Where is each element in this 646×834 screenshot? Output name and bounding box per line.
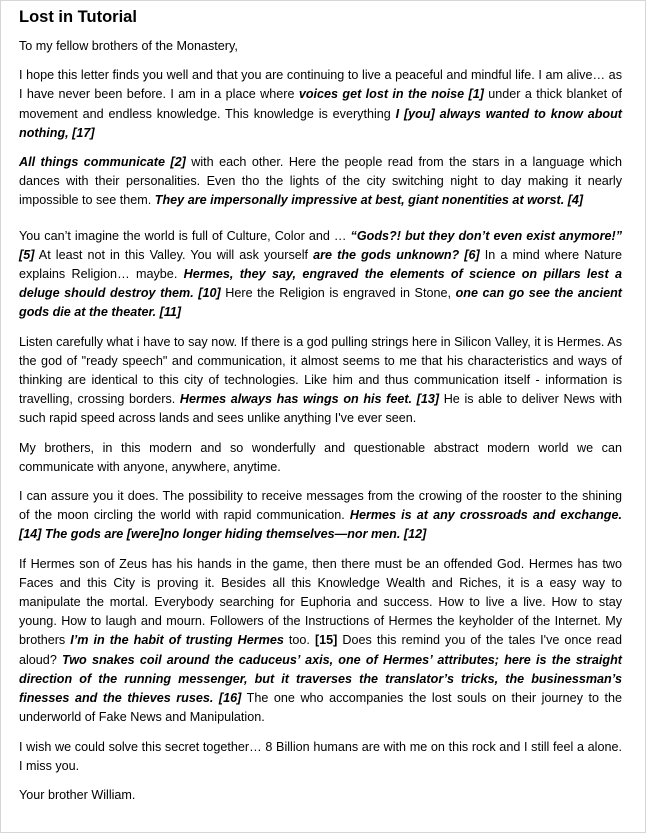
body-text: Here the Religion is engraved in Stone, bbox=[220, 286, 456, 301]
body-text: with each other. Here the people read from the stars in a language which dances with their personalities. Even tho the lights of the city switching night to day making it nearly impossible to see them. bbox=[19, 155, 622, 208]
letter-paragraph bbox=[19, 487, 622, 545]
greeting: To my fellow brothers of the Monastery, bbox=[19, 39, 238, 53]
emphasized-text: Hermes, they say, engraved the elements of science on pillars lest a deluge should destroy them. [10] bbox=[19, 267, 622, 301]
body-text: At least not in this Valley. You will ask yourself bbox=[34, 247, 314, 262]
emphasized-text: Two snakes coil around the caduceus’ axis, one of Hermes’ attributes; here is the straight direction of the running messenger, but it traverses the translator’s tricks, the businessman’s finesses and the thieves ruses. [16] bbox=[19, 652, 622, 706]
body-text: The one who accompanies the lost souls on their journey to the underworld of Fake News and Manipulation. bbox=[19, 691, 622, 725]
document-page bbox=[1, 1, 646, 834]
emphasized-text: All things communicate [2] bbox=[19, 155, 186, 170]
signoff: Your brother William. bbox=[19, 787, 136, 802]
letter-paragraph bbox=[19, 738, 622, 776]
letter-paragraph bbox=[19, 439, 622, 477]
body-text: I hope this letter finds you well and that you are continuing to live a peaceful and mindful life. I am alive… as I have never been before. I am in a place where bbox=[19, 68, 622, 102]
letter-paragraph bbox=[19, 66, 622, 143]
emphasized-text: They are impersonally impressive at best, giant nonentities at worst. [4] bbox=[154, 193, 584, 208]
emphasized-text: I’m in the habit of trusting Hermes bbox=[70, 633, 284, 648]
emphasized-text: voices get lost in the noise [1] bbox=[298, 87, 484, 102]
letter-paragraph bbox=[19, 333, 622, 429]
letter-paragraph bbox=[19, 555, 622, 728]
emphasized-text: are the gods unknown? [6] bbox=[313, 247, 480, 262]
body-text: Does this remind you of the tales I've once read aloud? bbox=[19, 633, 622, 667]
body-text: Listen carefully what i have to say now. If there is a god pulling strings here in Silicon Valley, it is Hermes. As the god of "ready speech" and communication, it almost seems to me that his characteristics and ways of thinking are identical to this city of technologies. Like him and thus communication itself - information is travelling, crossing borders. bbox=[19, 334, 622, 407]
emphasized-text: Hermes is at any crossroads and exchange. [14] The gods are [were]no longer hiding themselves—nor men. [12] bbox=[19, 508, 622, 542]
emphasized-text: I [you] always wanted to know about nothing, [17] bbox=[19, 106, 623, 140]
emphasized-text: “Gods?! but they don’t even exist anymore!” [5] bbox=[19, 228, 623, 262]
body-text: too. bbox=[283, 633, 315, 648]
body-text: He is able to deliver News with such rapid speed across lands and sees unlike anything I've ever seen. bbox=[19, 392, 622, 426]
body-text: under a thick blanket of movement and endless knowledge. This knowledge is everything bbox=[19, 87, 622, 121]
body-text: I wish we could solve this secret together… 8 Billion humans are with me on this rock and I still feel a alone. I miss you. bbox=[19, 739, 622, 773]
letter-paragraph bbox=[19, 153, 622, 211]
document-title: Lost in Tutorial bbox=[19, 8, 137, 26]
body-text: My brothers, in this modern and so wonderfully and questionable abstract modern world we can communicate with anyone, anywhere, anytime. bbox=[19, 440, 622, 474]
body-text: I can assure you it does. The possibility to receive messages from the crowing of the rooster to the shining of the moon circling the world with rapid communication. bbox=[19, 489, 622, 523]
letter-paragraph bbox=[19, 227, 622, 323]
emphasized-text: one can go see the ancient gods die at the theater. [11] bbox=[19, 286, 622, 320]
body-text: If Hermes son of Zeus has his hands in the game, then there must be an offended God. Hermes has two Faces and this City is proving it. Besides all this Knowledge Wealth and Riches, it is a easy way to manipulate the mortal. Everybody searching for Euphoria and success. How to live a live. How to stay young. How to laugh and mourn. Followers of the Instructions of Hermes the keyholder of the Internet. My brothers bbox=[19, 556, 622, 648]
emphasized-text: [15] bbox=[314, 633, 338, 648]
emphasized-text: Hermes always has wings on his feet. [13] bbox=[179, 392, 440, 407]
body-text: You can’t imagine the world is full of Culture, Color and … bbox=[19, 228, 351, 243]
letter-body bbox=[19, 66, 622, 776]
body-text: In a mind where Nature explains Religion… maybe. bbox=[19, 247, 623, 282]
